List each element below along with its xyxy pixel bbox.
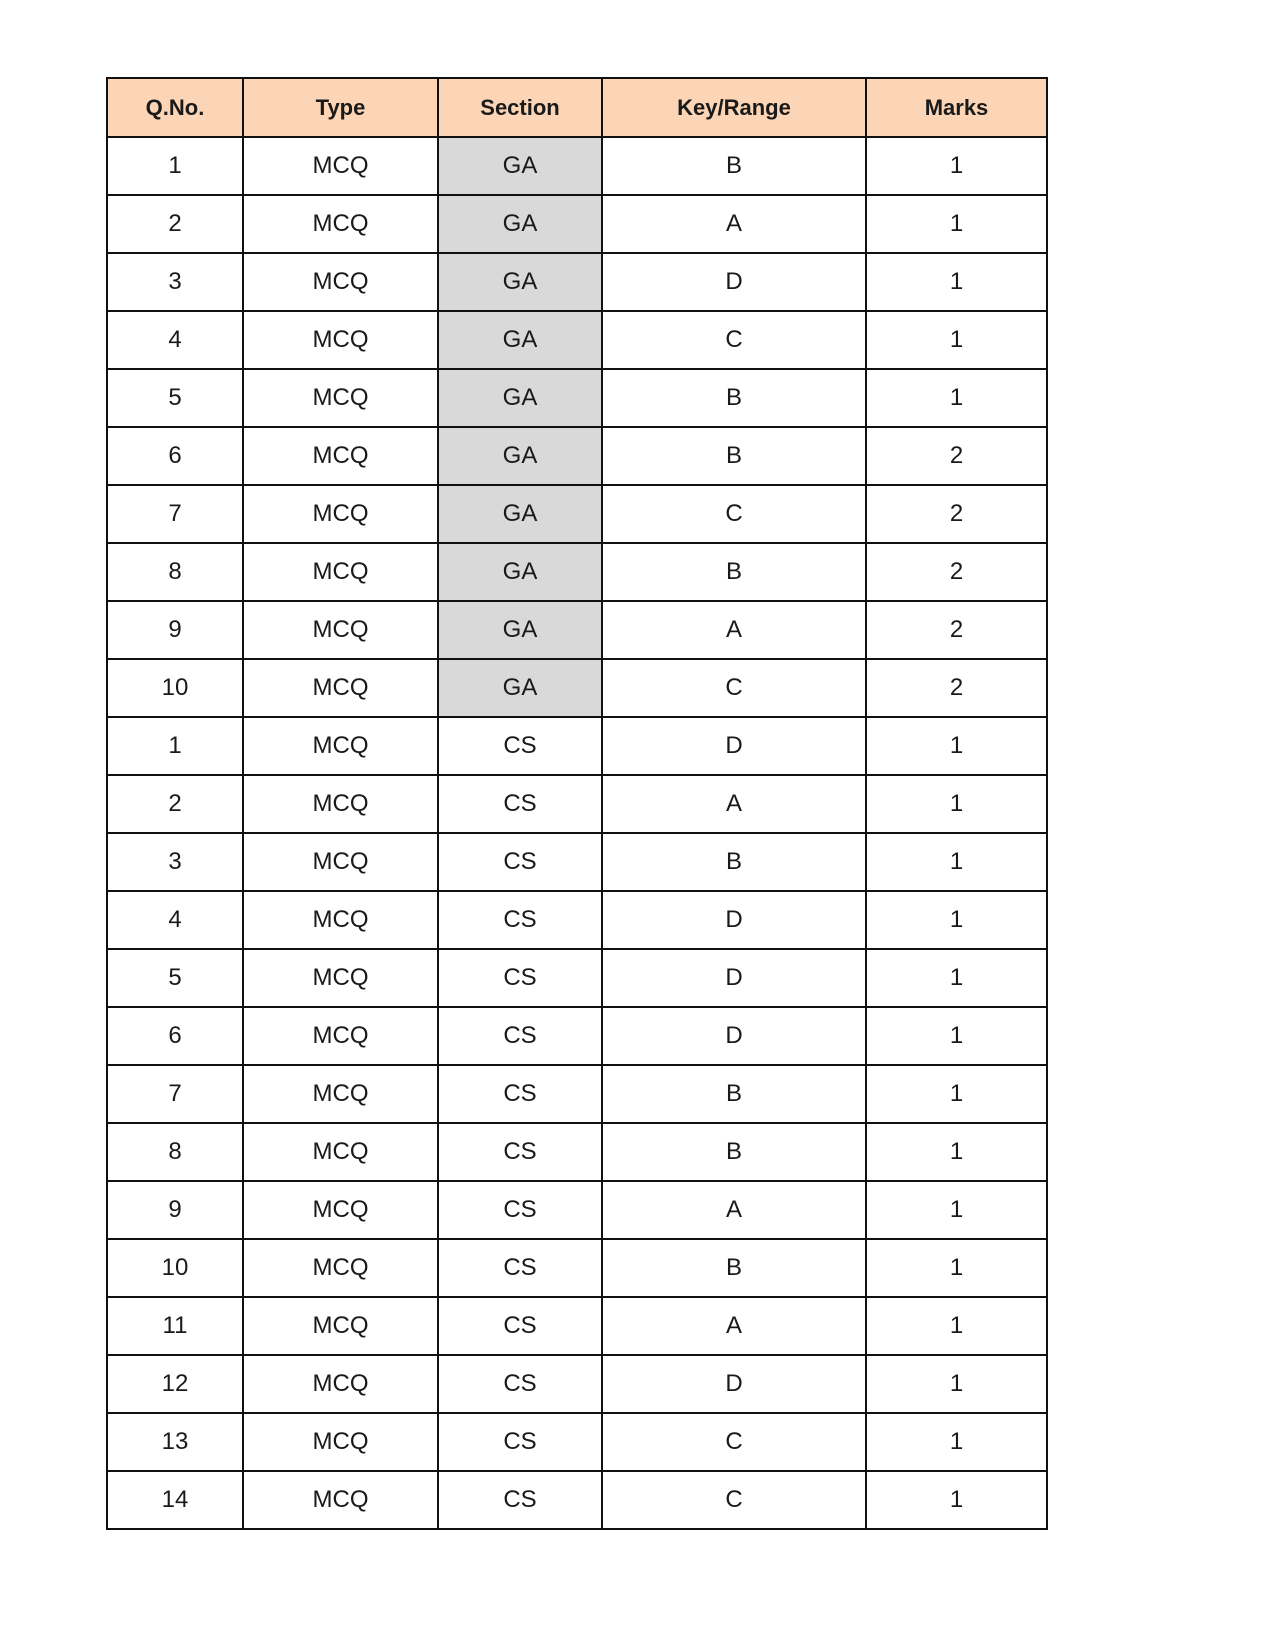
cell-marks: 1 bbox=[866, 1297, 1047, 1355]
cell-marks: 1 bbox=[866, 1413, 1047, 1471]
cell-section: GA bbox=[438, 195, 602, 253]
table-row bbox=[107, 1355, 1047, 1413]
cell-marks: 2 bbox=[866, 485, 1047, 543]
cell-section: CS bbox=[438, 1007, 602, 1065]
cell-qno: 3 bbox=[107, 253, 243, 311]
cell-qno: 3 bbox=[107, 833, 243, 891]
cell-marks: 1 bbox=[866, 253, 1047, 311]
table-row bbox=[107, 427, 1047, 485]
cell-type: MCQ bbox=[243, 1007, 438, 1065]
cell-section: CS bbox=[438, 1297, 602, 1355]
cell-section: CS bbox=[438, 775, 602, 833]
cell-type: MCQ bbox=[243, 891, 438, 949]
table-row bbox=[107, 601, 1047, 659]
table-row bbox=[107, 1065, 1047, 1123]
cell-section: CS bbox=[438, 1413, 602, 1471]
cell-key-range: D bbox=[602, 1355, 866, 1413]
cell-section: GA bbox=[438, 369, 602, 427]
cell-key-range: C bbox=[602, 1413, 866, 1471]
cell-marks: 1 bbox=[866, 833, 1047, 891]
cell-marks: 1 bbox=[866, 949, 1047, 1007]
cell-qno: 8 bbox=[107, 1123, 243, 1181]
table-row bbox=[107, 1007, 1047, 1065]
cell-type: MCQ bbox=[243, 833, 438, 891]
cell-key-range: B bbox=[602, 369, 866, 427]
cell-section: GA bbox=[438, 427, 602, 485]
cell-key-range: B bbox=[602, 543, 866, 601]
table-row bbox=[107, 1181, 1047, 1239]
cell-type: MCQ bbox=[243, 1471, 438, 1529]
cell-section: CS bbox=[438, 833, 602, 891]
table-row bbox=[107, 891, 1047, 949]
table-row bbox=[107, 659, 1047, 717]
cell-qno: 8 bbox=[107, 543, 243, 601]
cell-section: GA bbox=[438, 137, 602, 195]
cell-key-range: A bbox=[602, 775, 866, 833]
cell-qno: 10 bbox=[107, 1239, 243, 1297]
cell-key-range: B bbox=[602, 1065, 866, 1123]
table-row bbox=[107, 1413, 1047, 1471]
cell-key-range: D bbox=[602, 949, 866, 1007]
cell-qno: 1 bbox=[107, 137, 243, 195]
cell-key-range: B bbox=[602, 1123, 866, 1181]
cell-key-range: D bbox=[602, 891, 866, 949]
cell-section: GA bbox=[438, 543, 602, 601]
cell-marks: 2 bbox=[866, 659, 1047, 717]
cell-key-range: A bbox=[602, 1297, 866, 1355]
cell-section: CS bbox=[438, 1239, 602, 1297]
cell-marks: 1 bbox=[866, 137, 1047, 195]
cell-qno: 7 bbox=[107, 485, 243, 543]
table-row bbox=[107, 1471, 1047, 1529]
cell-marks: 2 bbox=[866, 543, 1047, 601]
cell-type: MCQ bbox=[243, 427, 438, 485]
table-row bbox=[107, 253, 1047, 311]
cell-type: MCQ bbox=[243, 369, 438, 427]
cell-type: MCQ bbox=[243, 1181, 438, 1239]
cell-marks: 1 bbox=[866, 1355, 1047, 1413]
cell-marks: 1 bbox=[866, 1123, 1047, 1181]
cell-qno: 9 bbox=[107, 1181, 243, 1239]
cell-section: GA bbox=[438, 485, 602, 543]
cell-type: MCQ bbox=[243, 1413, 438, 1471]
cell-section: CS bbox=[438, 1355, 602, 1413]
cell-qno: 6 bbox=[107, 427, 243, 485]
cell-qno: 14 bbox=[107, 1471, 243, 1529]
cell-type: MCQ bbox=[243, 195, 438, 253]
cell-type: MCQ bbox=[243, 659, 438, 717]
cell-type: MCQ bbox=[243, 601, 438, 659]
cell-type: MCQ bbox=[243, 775, 438, 833]
cell-section: CS bbox=[438, 1065, 602, 1123]
header-qno: Q.No. bbox=[107, 78, 243, 137]
cell-key-range: C bbox=[602, 485, 866, 543]
cell-qno: 5 bbox=[107, 369, 243, 427]
cell-key-range: D bbox=[602, 717, 866, 775]
table-row bbox=[107, 369, 1047, 427]
table-row bbox=[107, 195, 1047, 253]
cell-qno: 2 bbox=[107, 195, 243, 253]
cell-qno: 10 bbox=[107, 659, 243, 717]
cell-section: CS bbox=[438, 1181, 602, 1239]
cell-type: MCQ bbox=[243, 253, 438, 311]
table-body bbox=[107, 137, 1047, 1529]
cell-marks: 1 bbox=[866, 1471, 1047, 1529]
cell-type: MCQ bbox=[243, 1123, 438, 1181]
cell-marks: 2 bbox=[866, 427, 1047, 485]
table-row bbox=[107, 485, 1047, 543]
cell-key-range: C bbox=[602, 1471, 866, 1529]
cell-type: MCQ bbox=[243, 485, 438, 543]
cell-section: GA bbox=[438, 659, 602, 717]
cell-section: GA bbox=[438, 253, 602, 311]
table-row bbox=[107, 1297, 1047, 1355]
cell-marks: 1 bbox=[866, 717, 1047, 775]
cell-qno: 4 bbox=[107, 891, 243, 949]
cell-qno: 5 bbox=[107, 949, 243, 1007]
table-row bbox=[107, 543, 1047, 601]
cell-key-range: B bbox=[602, 833, 866, 891]
cell-qno: 9 bbox=[107, 601, 243, 659]
header-row bbox=[107, 78, 1047, 137]
cell-key-range: A bbox=[602, 195, 866, 253]
cell-marks: 1 bbox=[866, 195, 1047, 253]
table-row bbox=[107, 833, 1047, 891]
cell-type: MCQ bbox=[243, 311, 438, 369]
cell-key-range: D bbox=[602, 1007, 866, 1065]
cell-section: GA bbox=[438, 601, 602, 659]
cell-type: MCQ bbox=[243, 1297, 438, 1355]
header-section: Section bbox=[438, 78, 602, 137]
cell-marks: 1 bbox=[866, 311, 1047, 369]
table-row bbox=[107, 949, 1047, 1007]
cell-section: CS bbox=[438, 1123, 602, 1181]
cell-marks: 1 bbox=[866, 1065, 1047, 1123]
cell-qno: 4 bbox=[107, 311, 243, 369]
cell-section: GA bbox=[438, 311, 602, 369]
cell-marks: 2 bbox=[866, 601, 1047, 659]
cell-type: MCQ bbox=[243, 543, 438, 601]
answer-key-table bbox=[106, 77, 1048, 1530]
cell-type: MCQ bbox=[243, 1065, 438, 1123]
cell-section: CS bbox=[438, 891, 602, 949]
cell-section: CS bbox=[438, 949, 602, 1007]
cell-qno: 7 bbox=[107, 1065, 243, 1123]
cell-key-range: D bbox=[602, 253, 866, 311]
cell-marks: 1 bbox=[866, 775, 1047, 833]
table-row bbox=[107, 311, 1047, 369]
cell-key-range: B bbox=[602, 1239, 866, 1297]
cell-qno: 1 bbox=[107, 717, 243, 775]
table-row bbox=[107, 137, 1047, 195]
cell-qno: 13 bbox=[107, 1413, 243, 1471]
cell-qno: 2 bbox=[107, 775, 243, 833]
cell-type: MCQ bbox=[243, 949, 438, 1007]
cell-qno: 6 bbox=[107, 1007, 243, 1065]
cell-key-range: B bbox=[602, 137, 866, 195]
cell-section: CS bbox=[438, 717, 602, 775]
cell-key-range: A bbox=[602, 1181, 866, 1239]
cell-marks: 1 bbox=[866, 1239, 1047, 1297]
cell-key-range: C bbox=[602, 311, 866, 369]
cell-section: CS bbox=[438, 1471, 602, 1529]
cell-type: MCQ bbox=[243, 717, 438, 775]
cell-type: MCQ bbox=[243, 137, 438, 195]
table-row bbox=[107, 1239, 1047, 1297]
cell-type: MCQ bbox=[243, 1355, 438, 1413]
cell-qno: 12 bbox=[107, 1355, 243, 1413]
cell-type: MCQ bbox=[243, 1239, 438, 1297]
cell-marks: 1 bbox=[866, 1007, 1047, 1065]
cell-marks: 1 bbox=[866, 891, 1047, 949]
cell-key-range: C bbox=[602, 659, 866, 717]
cell-marks: 1 bbox=[866, 1181, 1047, 1239]
table-row bbox=[107, 1123, 1047, 1181]
cell-key-range: B bbox=[602, 427, 866, 485]
header-key-range: Key/Range bbox=[602, 78, 866, 137]
table-row bbox=[107, 717, 1047, 775]
cell-marks: 1 bbox=[866, 369, 1047, 427]
header-type: Type bbox=[243, 78, 438, 137]
cell-key-range: A bbox=[602, 601, 866, 659]
header-marks: Marks bbox=[866, 78, 1047, 137]
table-row bbox=[107, 775, 1047, 833]
cell-qno: 11 bbox=[107, 1297, 243, 1355]
